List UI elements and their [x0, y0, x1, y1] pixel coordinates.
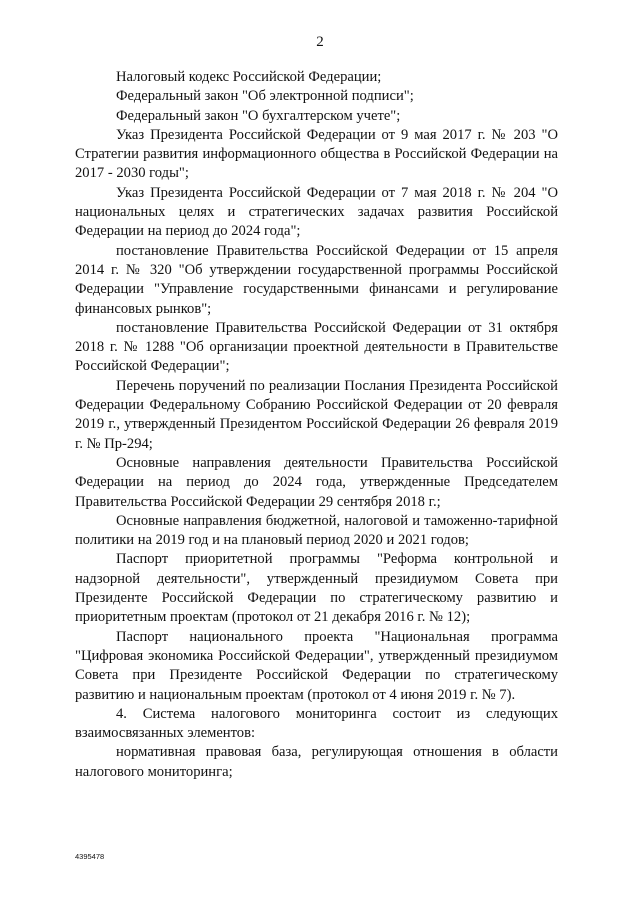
paragraph: Основные направления деятельности Правительства Российской Федерации на период до 2024 года, утвержденные Председателем Правительства Российской Федерации 29 сентября 2018 г.;: [75, 454, 558, 510]
page-number: 2: [316, 34, 324, 50]
paragraph: постановление Правительства Российской Федерации от 31 октября 2018 г. № 1288 "Об организации проектной деятельности в Правительстве Российской Федерации";: [75, 319, 558, 375]
paragraph: Паспорт приоритетной программы "Реформа контрольной и надзорной деятельности", утвержденный президиумом Совета при Президенте Российской Федерации по стратегическому развитию и приоритетным проектам (протокол от 21 декабря 2016 г. № 12);: [75, 551, 558, 626]
paragraph: Федеральный закон "О бухгалтерском учете";: [116, 107, 401, 124]
paragraph: 4. Система налогового мониторинга состоит из следующих взаимосвязанных элементов:: [75, 705, 558, 742]
paragraph: Указ Президента Российской Федерации от 9 мая 2017 г. № 203 "О Стратегии развития информационного общества в Российской Федерации на 2017 - 2030 годы";: [75, 126, 558, 182]
paragraph: нормативная правовая база, регулирующая отношения в области налогового мониторинга;: [75, 744, 558, 780]
document-body: [75, 68, 558, 782]
paragraph: Федеральный закон "Об электронной подписи";: [116, 88, 414, 105]
paragraph: Указ Президента Российской Федерации от 7 мая 2018 г. № 204 "О национальных целях и стратегических задачах развития Российской Федерации на период до 2024 года";: [75, 184, 558, 240]
paragraph: Налоговый кодекс Российской Федерации;: [116, 69, 382, 85]
paragraph: Основные направления бюджетной, налоговой и таможенно-тарифной политики на 2019 год и на плановый период 2020 и 2021 годов;: [75, 512, 558, 549]
footer-code: 4395478: [75, 852, 105, 861]
paragraph: постановление Правительства Российской Федерации от 15 апреля 2014 г. № 320 "Об утверждении государственной программы Российской Федерации "Управление государственными финансами и регулирование финансовых рынков";: [75, 242, 558, 317]
paragraph: Паспорт национального проекта "Национальная программа "Цифровая экономика Российской Федерации", утвержденный президиумом Совета при Президенте Российской Федерации по стратегическому развитию и национальным проектам (протокол от 4 июня 2019 г. № 7).: [75, 628, 558, 703]
paragraph: Перечень поручений по реализации Послания Президента Российской Федерации Федеральному Собранию Российской Федерации от 20 февраля 2019 г., утвержденный Президентом Российской Федерации 26 февраля 2019 г. № Пр-294;: [75, 377, 558, 452]
